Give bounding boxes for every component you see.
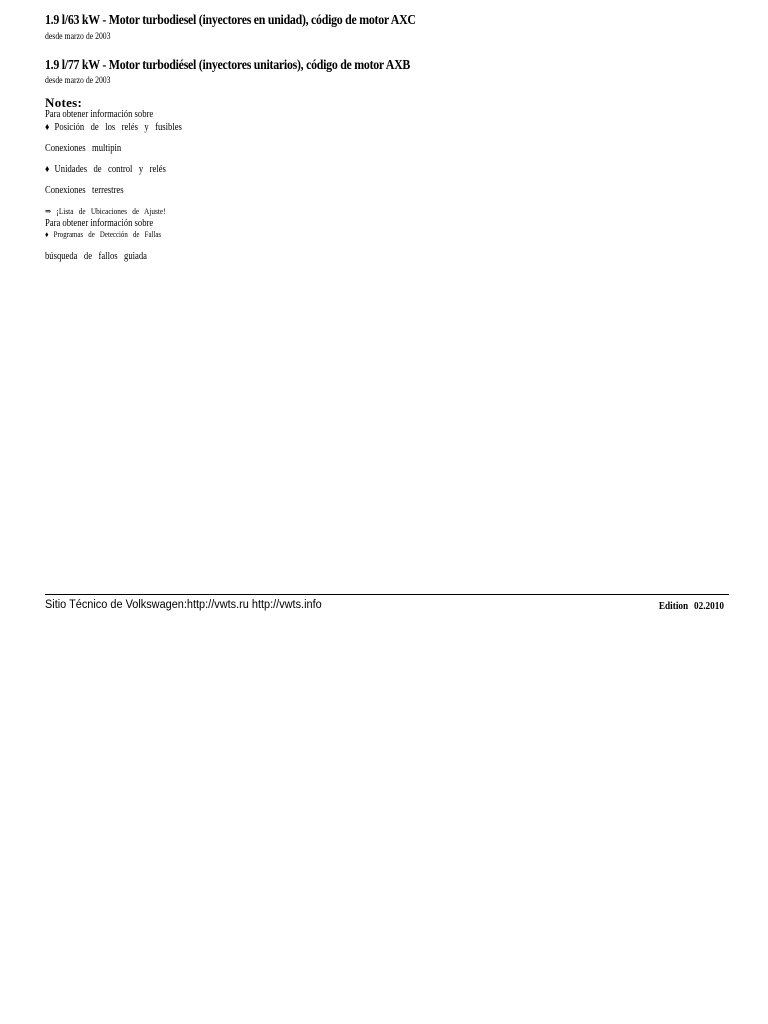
link-fault-detection-programs[interactable]: Programas de Detección de Fallas bbox=[53, 230, 162, 239]
link-multipin-connections[interactable]: Conexiones multipin bbox=[45, 143, 122, 154]
link-control-units-relays[interactable]: Unidades de control y relés bbox=[54, 164, 166, 175]
bullet-icon: ♦ bbox=[45, 122, 50, 133]
bullet-icon: ♦ bbox=[45, 164, 50, 175]
info-prefix-1: Para obtener información sobre bbox=[45, 109, 154, 120]
footer-site-links[interactable]: Sitio Técnico de Volkswagen:http://vwts.ru http://vwts.info bbox=[45, 599, 322, 611]
list-item-position[interactable] bbox=[45, 122, 182, 133]
page-title-axb: 1.9 l/77 kW - Motor turbodiésel (inyectores unitarios), código de motor AXB bbox=[45, 57, 411, 72]
link-guided-fault-finding[interactable]: búsqueda de fallos guiada bbox=[45, 251, 147, 262]
footer-divider bbox=[45, 594, 729, 595]
date-axb: desde marzo de 2003 bbox=[45, 75, 111, 85]
link-position-relays-fuses[interactable]: Posición de los relés y fusibles bbox=[54, 122, 182, 133]
bullet-icon: ♦ bbox=[45, 230, 49, 239]
date-axc: desde marzo de 2003 bbox=[45, 31, 111, 41]
notes-heading: Notes: bbox=[45, 95, 83, 110]
info-prefix-2: Para obtener información sobre bbox=[45, 218, 154, 229]
footer-edition: Edition 02.2010 bbox=[658, 601, 724, 612]
link-adjustment-locations[interactable]: ⇒ ¡Lista de Ubicaciones de Ajuste! bbox=[45, 206, 166, 216]
list-item-control-units[interactable] bbox=[45, 164, 166, 175]
list-item-fault-programs[interactable] bbox=[45, 230, 161, 239]
page-title-axc: 1.9 l/63 kW - Motor turbodiesel (inyectores en unidad), código de motor AXC bbox=[45, 12, 416, 27]
link-ground-connections[interactable]: Conexiones terrestres bbox=[45, 185, 124, 196]
